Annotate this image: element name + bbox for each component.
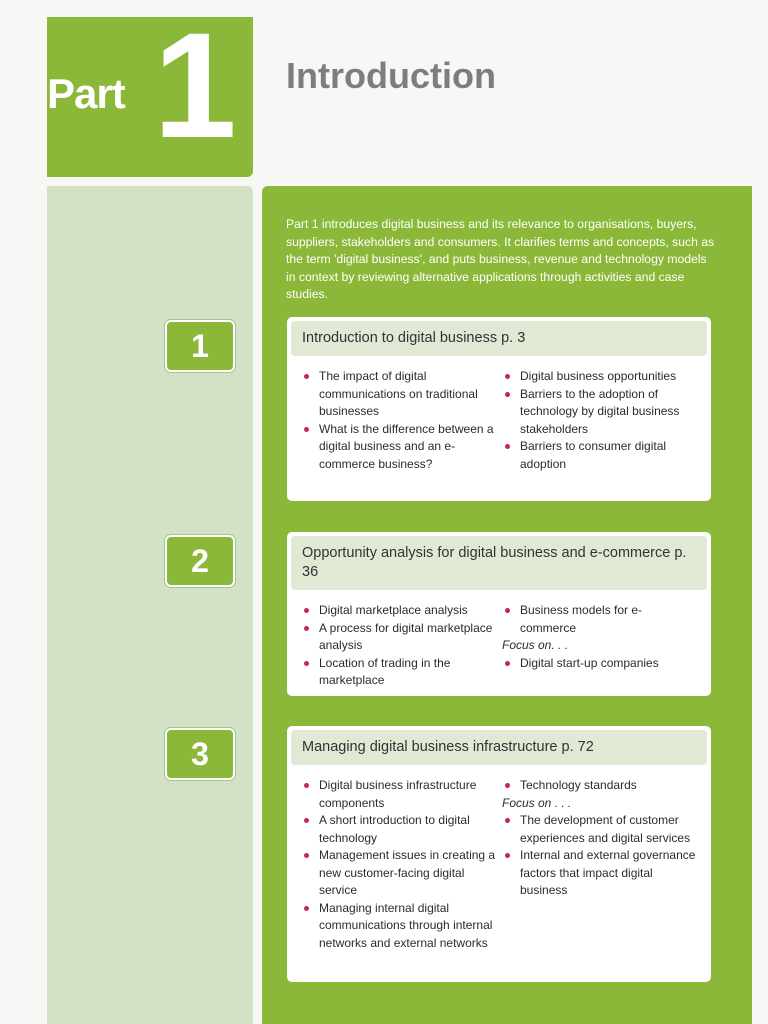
bullet-icon [505, 608, 510, 613]
topic-item: The impact of digital communications on traditional businesses [301, 368, 496, 421]
topic-item: Technology standards [502, 777, 697, 795]
bullet-icon [304, 427, 309, 432]
topic-item: Internal and external governance factors that impact digital business [502, 847, 697, 900]
bullet-icon [304, 818, 309, 823]
bullet-icon [304, 906, 309, 911]
chapter-card [287, 317, 711, 501]
bullet-icon [505, 661, 510, 666]
bullet-icon [304, 608, 309, 613]
bullet-icon [505, 818, 510, 823]
bullet-icon [505, 783, 510, 788]
bullet-icon [505, 853, 510, 858]
page-title: Introduction [286, 55, 496, 96]
bullet-icon [304, 853, 309, 858]
left-sidebar-panel [47, 186, 253, 1024]
topic-item: Management issues in creating a new customer-facing digital service [301, 847, 496, 900]
part-number: 1 [153, 1, 237, 169]
topics-left-column [301, 368, 496, 473]
chapter-title[interactable]: Opportunity analysis for digital business and e-commerce p. 36 [291, 536, 707, 590]
bullet-icon [505, 374, 510, 379]
topic-item: Managing internal digital communications through internal networks and external networks [301, 900, 496, 953]
topic-item: A process for digital marketplace analysis [301, 620, 496, 655]
bullet-icon [505, 444, 510, 449]
focus-on-label: Focus on. . . [502, 638, 569, 652]
chapter-card [287, 726, 711, 982]
topics-right-column [502, 777, 697, 952]
topic-item: Business models for e-commerce [502, 602, 697, 637]
topics-right-column [502, 602, 697, 690]
bullet-icon [304, 783, 309, 788]
bullet-icon [505, 392, 510, 397]
bullet-icon [304, 661, 309, 666]
bullet-icon [304, 374, 309, 379]
topic-item: What is the difference between a digital business and an e-commerce business? [301, 421, 496, 474]
topic-item: Digital business infrastructure components [301, 777, 496, 812]
topic-item: Digital start-up companies [502, 655, 697, 673]
chapter-number-badge[interactable]: 1 [165, 320, 235, 372]
topic-item: Location of trading in the marketplace [301, 655, 496, 690]
intro-paragraph: Part 1 introduces digital business and its relevance to organisations, buyers, suppliers, stakeholders and consumers. It clarifies terms and concepts, such as the term 'digital business', and puts business, revenue and technology models in context by reviewing alternative applications through activities and case studies. [286, 217, 715, 301]
chapter-number-badge[interactable]: 2 [165, 535, 235, 587]
topic-item: Digital marketplace analysis [301, 602, 496, 620]
bullet-icon [304, 626, 309, 631]
focus-on-label: Focus on . . . [502, 795, 572, 810]
chapter-number-badge[interactable]: 3 [165, 728, 235, 780]
topics-left-column [301, 777, 496, 952]
topic-item: Barriers to the adoption of technology by digital business stakeholders [502, 386, 697, 439]
topic-item: Digital business opportunities [502, 368, 697, 386]
chapter-title[interactable]: Introduction to digital business p. 3 [291, 321, 707, 356]
topic-item: The development of customer experiences and digital services [502, 812, 697, 847]
topics-left-column [301, 602, 496, 690]
topic-item: A short introduction to digital technology [301, 812, 496, 847]
topic-item: Barriers to consumer digital adoption [502, 438, 697, 473]
topics-right-column [502, 368, 697, 473]
part-label: Part [47, 70, 125, 117]
chapter-card [287, 532, 711, 696]
chapter-title[interactable]: Managing digital business infrastructure p. 72 [291, 730, 707, 765]
